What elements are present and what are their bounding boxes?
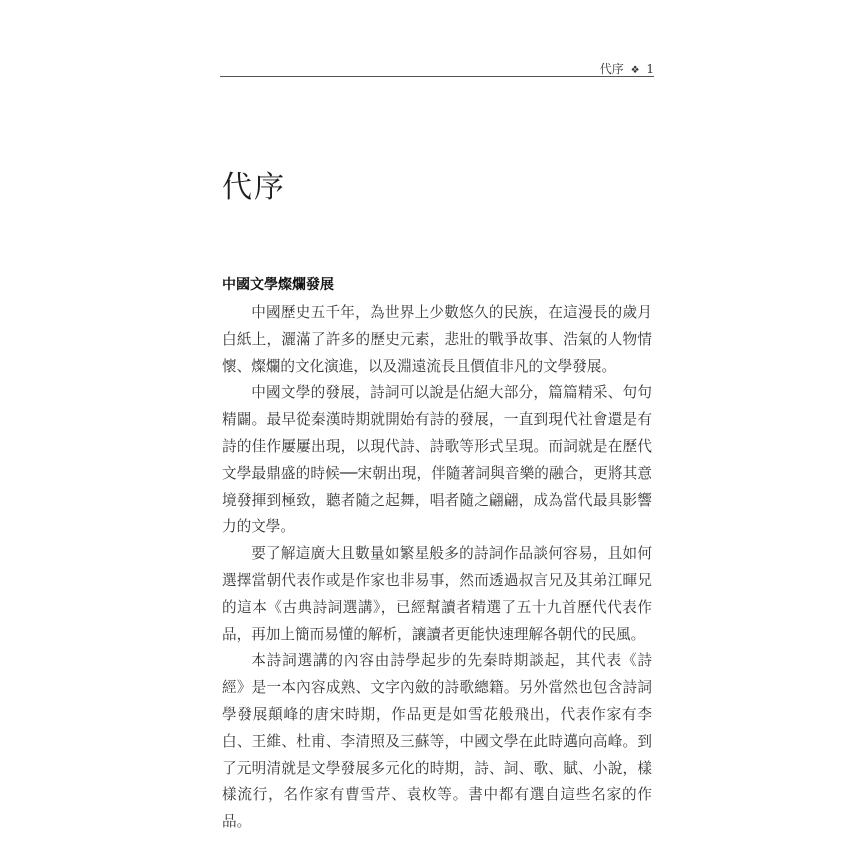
ornament-icon: ❖ <box>630 65 640 76</box>
paragraph: 本詩詞選講的內容由詩學起步的先秦時期談起，其代表《詩經》是一本內容成熟、文字內斂的詩歌總籍。另外當然也包含詩詞學發展顛峰的唐宋時期，作品更是如雪花般飛出，代表作家有李白、王維、杜甫、李清照及三蘇等，中國文學在此時邁向高峰。到了元明清就是文學發展多元化的時期，詩、詞、歌、賦、小說，樣樣流行，名作家有曹雪芹、袁枚等。書中都有選自這些名家的作品。 <box>222 652 652 831</box>
running-header <box>220 62 654 76</box>
chapter-title: 代序 <box>222 170 286 205</box>
section-heading: 中國文學燦爛發展 <box>222 277 334 293</box>
paragraph: 中國文學的發展，詩詞可以說是佔絕大部分，篇篇精采、句句精闢。最早從秦漢時期就開始有詩的發展，一直到現代社會還是有詩的佳作屢屢出現，以現代詩、詩歌等形式呈現。而詞就是在歷代文學最鼎盛的時候──宋朝出現，伴隨著詞與音樂的融合，更將其意境發揮到極致，聽者隨之起舞，唱者隨之翩翩，成為當代最具影響力的文學。 <box>222 384 652 536</box>
paragraph: 要了解這廣大且數量如繁星般多的詩詞作品談何容易，且如何選擇當朝代表作或是作家也非易事，然而透過叔言兄及其弟江暉兄的這本《古典詩詞選講》，已經幫讀者精選了五十九首歷代代表作品，再加上簡而易懂的解析，讓讀者更能快速理解各朝代的民風。 <box>222 545 652 643</box>
running-title: 代序 <box>599 62 624 76</box>
header-rule <box>220 76 654 77</box>
body-text <box>222 300 652 836</box>
paragraph: 中國歷史五千年，為世界上少數悠久的民族，在這漫長的歲月白紙上，灑滿了許多的歷史元素，悲壯的戰爭故事、浩氣的人物情懷、燦爛的文化演進，以及淵遠流長且價值非凡的文學發展。 <box>222 304 652 375</box>
page-number: 1 <box>646 62 654 76</box>
